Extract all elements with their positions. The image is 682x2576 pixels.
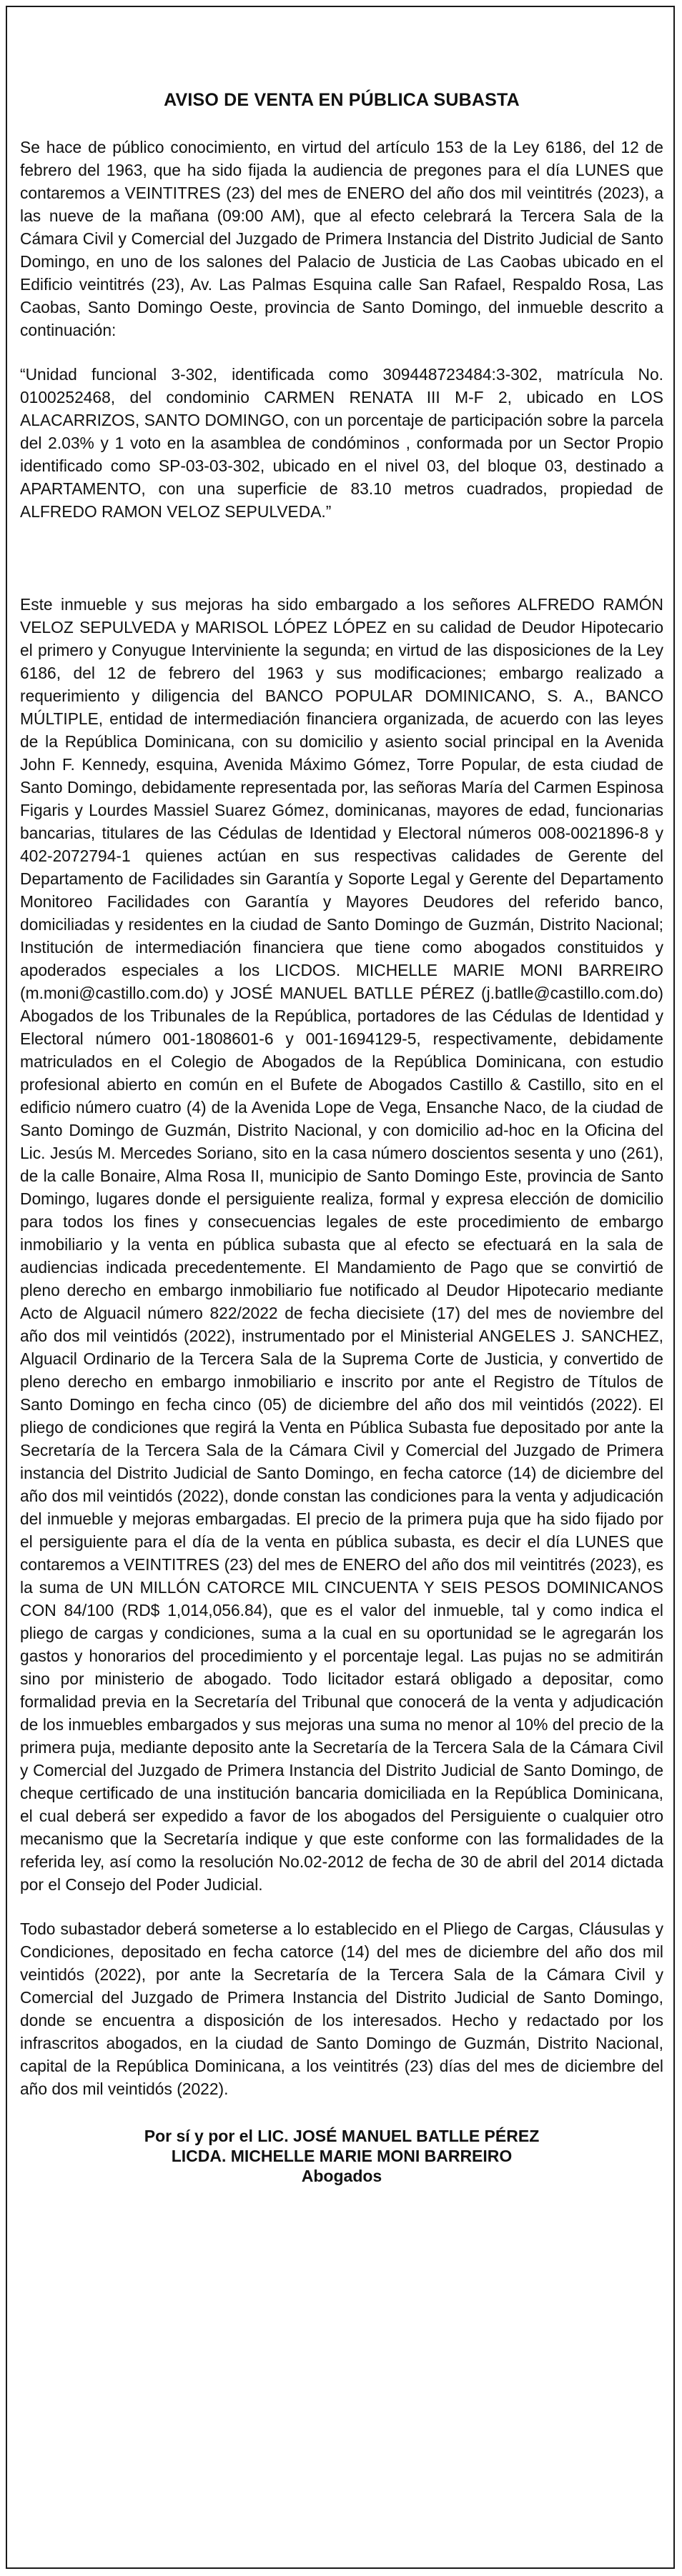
notice-frame: [6, 6, 675, 2569]
notice-content: [20, 89, 663, 2186]
intro-paragraph: Se hace de público conocimiento, en virtud del artículo 153 de la Ley 6186, del 12 de febrero del 1963, que ha sido fijada la audiencia de pregones para el día LUNES que contaremos a VEINTITRES (23) del mes de ENERO del año dos mil veintitrés (2023), a las nueve de la mañana (09:00 AM), que al efecto celebrará la Tercera Sala de la Cámara Civil y Comercial del Juzgado de Primera Instancia del Distrito Judicial de Santo Domingo, en uno de los salones del Palacio de Justicia de Las Caobas ubicado en el Edificio veintitrés (23), Av. Las Palmas Esquina calle San Rafael, Respaldo Rosa, Las Caobas, Santo Domingo Oeste, provincia de Santo Domingo, del inmueble descrito a continuación:: [20, 138, 663, 339]
signature-block: [20, 2126, 663, 2186]
notice-title: AVISO DE VENTA EN PÚBLICA SUBASTA: [164, 90, 520, 110]
signature-line-3: Abogados: [301, 2167, 382, 2185]
property-description-paragraph: “Unidad funcional 3-302, identificada como 309448723484:3-302, matrícula No. 0100252468, del condominio CARMEN RENATA III M-F 2, ubicado en LOS ALACARRIZOS, SANTO DOMINGO, con un porcentaje de participación sobre la parcela del 2.03% y 1 voto en la asamblea de condóminos , conformada por un Sector Propio identificado como SP-03-03-302, ubicado en el nivel 03, del bloque 03, destinado a APARTAMENTO, con una superficie de 83.10 metros cuadrados, propiedad de ALFREDO RAMON VELOZ SEPULVEDA.”: [20, 365, 663, 521]
closing-paragraph: Todo subastador deberá someterse a lo establecido en el Pliego de Cargas, Cláusulas y Condiciones, depositado en fecha catorce (14) del mes de diciembre del año dos mil veintidós (2022), por ante la Secretaría de la Tercera Sala de la Cámara Civil y Comercial del Juzgado de Primera Instancia del Distrito Judicial de Santo Domingo, donde se encuentra a disposición de los interesados. Hecho y redactado por los infrascritos abogados, en la ciudad de Santo Domingo de Guzmán, Distrito Nacional, capital de la República Dominicana, a los veintitrés (23) días del mes de diciembre del año dos mil veintidós (2022).: [20, 1919, 663, 2098]
signature-line-2: LICDA. MICHELLE MARIE MONI BARREIRO: [171, 2147, 513, 2165]
signature-line-1: Por sí y por el LIC. JOSÉ MANUEL BATLLE PÉREZ: [144, 2127, 540, 2145]
seizure-details-paragraph: Este inmueble y sus mejoras ha sido embargado a los señores ALFREDO RAMÓN VELOZ SEPULVEDA y MARISOL LÓPEZ LÓPEZ en su calidad de Deudor Hipotecario el primero y Conyugue Interviniente la segunda; en virtud de las disposiciones de la Ley 6186, del 12 de febrero del 1963 y sus modificaciones; embargo realizado a requerimiento y diligencia del BANCO POPULAR DOMINICANO, S. A., BANCO MÚLTIPLE, entidad de intermediación financiera organizada, de acuerdo con las leyes de la República Dominicana, con su domicilio y asiento social principal en la Avenida John F. Kennedy, esquina, Avenida Máximo Gómez, Torre Popular, de esta ciudad de Santo Domingo, debidamente representada por, las señoras María del Carmen Espinosa Figaris y Lourdes Massiel Suarez Gómez, dominicanas, mayores de edad, funcionarias bancarias, titulares de las Cédulas de Identidad y Electoral números 008-0021896-8 y 402-2072794-1 quienes actúan en sus respectivas calidades de Gerente del Departamento de Facilidades sin Garantía y Soporte Legal y Gerente del Departamento Monitoreo Facilidades con Garantía y Mayores Deudores del referido banco, domiciliadas y residentes en la ciudad de Santo Domingo de Guzmán, Distrito Nacional; Institución de intermediación financiera que tiene como abogados constituidos y apoderados especiales a los LICDOS. MICHELLE MARIE MONI BARREIRO (m.moni@castillo.com.do) y JOSÉ MANUEL BATLLE PÉREZ (j.batlle@castillo.com.do) Abogados de los Tribunales de la República, portadores de las Cédulas de Identidad y Electoral número 001-1808601-6 y 001-1694129-5, respectivamente, debidamente matriculados en el Colegio de Abogados de la República Dominicana, con estudio profesional abierto en común en el Bufete de Abogados Castillo & Castillo, sito en el edificio número cuatro (4) de la Avenida Lope de Vega, Ensanche Naco, de la ciudad de Santo Domingo de Guzmán, Distrito Nacional, y con domicilio ad-hoc en la Oficina del Lic. Jesús M. Mercedes Soriano, sito en la casa número doscientos sesenta y uno (261), de la calle Bonaire, Alma Rosa II, municipio de Santo Domingo Este, provincia de Santo Domingo, lugares donde el persiguiente realiza, formal y expresa elección de domicilio para todos los fines y consecuencias legales de este procedimiento de embargo inmobiliario y la venta en pública subasta que al efecto se efectuará en la sala de audiencias indicada precedentemente. El Mandamiento de Pago que se convirtió de pleno derecho en embargo inmobiliario fue notificado al Deudor Hipotecario mediante Acto de Alguacil número 822/2022 de fecha diecisiete (17) del mes de noviembre del año dos mil veintidós (2022), instrumentado por el Ministerial ANGELES J. SANCHEZ, Alguacil Ordinario de la Tercera Sala de la Suprema Corte de Justicia, y convertido de pleno derecho en embargo inmobiliario e inscrito por ante el Registro de Títulos de Santo Domingo en fecha cinco (05) de diciembre del año dos mil veintidós (2022). El pliego de condiciones que regirá la Venta en Pública Subasta fue depositado por ante la Secretaría de la Tercera Sala de la Cámara Civil y Comercial del Juzgado de Primera instancia del Distrito Judicial de Santo Domingo, en fecha catorce (14) de diciembre del año dos mil veintidós (2022), donde constan las condiciones para la venta y adjudicación del inmueble y mejoras embargadas. El precio de la primera puja que ha sido fijado por el persiguiente para el día de la venta en pública subasta, es decir el día LUNES que contaremos a VEINTITRES (23) del mes de ENERO del año dos mil veintitrés (2023), es la suma de UN MILLÓN CATORCE MIL CINCUENTA Y SEIS PESOS DOMINICANOS CON 84/100 (RD$ 1,014,056.84), que es el valor del inmueble, tal y como indica el pliego de cargas y condiciones, suma a la cual en su oportunidad se le agregarán los gastos y honorarios del procedimiento y el porcentaje legal. Las pujas no se admitirán sino por ministerio de abogado. Todo licitador estará obligado a depositar, como formalidad previa en la Secretaría del Tribunal que conocerá de la venta y adjudicación de los inmuebles embargados y sus mejoras una suma no menor al 10% del precio de la primera puja, mediante deposito ante la Secretaría de la Tercera Sala de la Cámara Civil y Comercial del Juzgado de Primera Instancia del Distrito Judicial de Santo Domingo, de cheque certificado de una institución bancaria domiciliada en la República Dominicana, el cual deberá ser expedido a favor de los abogados del Persiguiente o cualquier otro mecanismo que la Secretaría indique y que este conforme con las formalidades de la referida ley, así como la resolución No.02-2012 de fecha de 30 de abril del 2014 dictada por el Consejo del Poder Judicial.: [20, 595, 663, 1894]
